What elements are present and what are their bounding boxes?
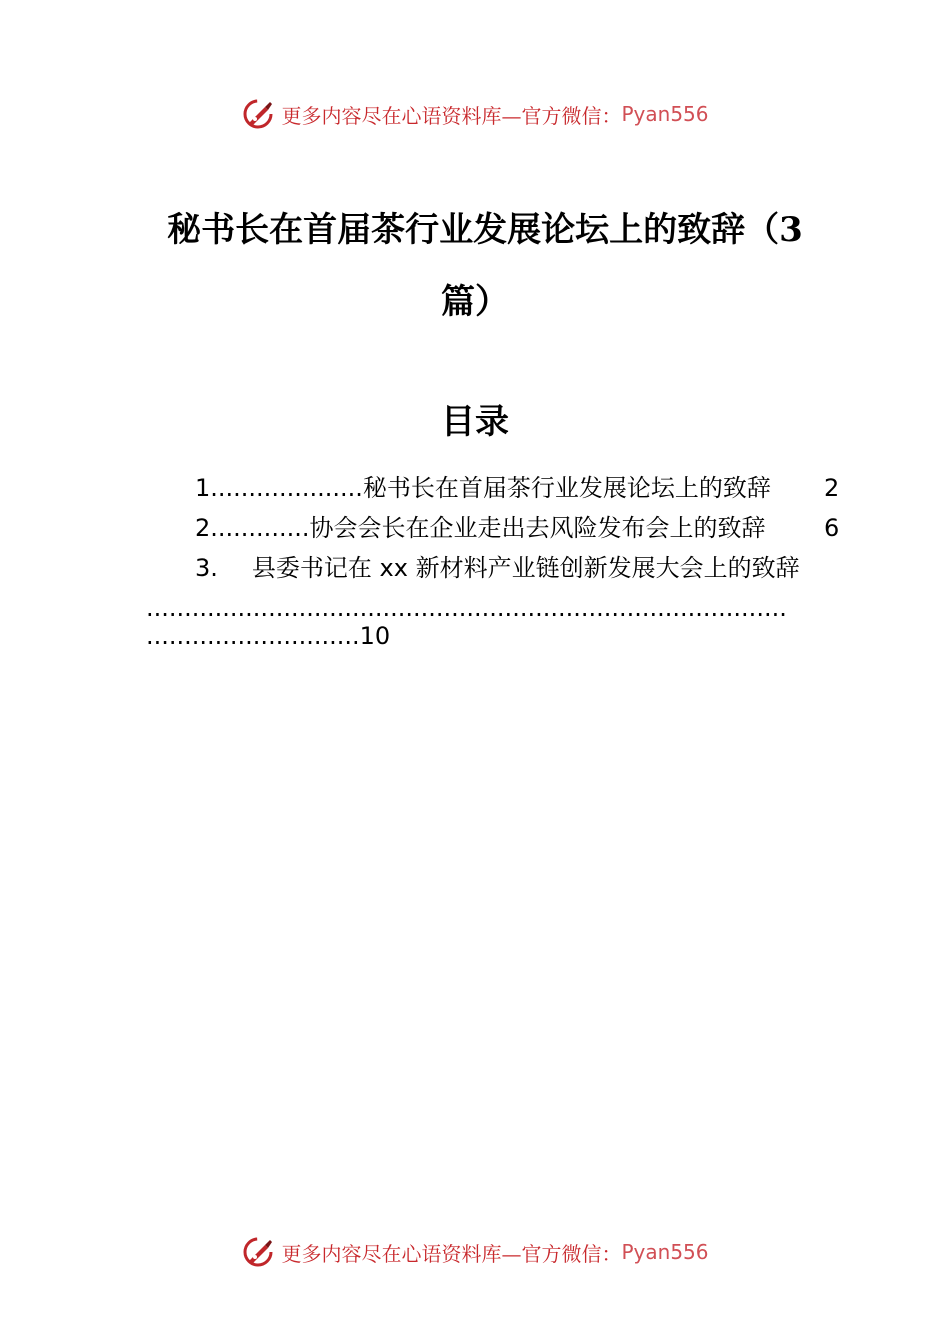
- toc-leader-dots-line: ....................................................................................: [146, 594, 787, 622]
- toc-entry-page: 2: [824, 474, 840, 502]
- toc-entry-3[interactable]: [195, 548, 800, 588]
- toc-entry-title: 协会会长在企业走出去风险发布会上的致辞: [309, 514, 766, 542]
- toc-heading: 目录: [441, 402, 509, 442]
- toc-entry-number: 1: [195, 474, 211, 502]
- toc-entry-page: 6: [824, 514, 840, 542]
- banner-text: 更多内容尽在心语资料库—官方微信：: [281, 103, 622, 128]
- toc-entry-number: 3.: [195, 554, 218, 582]
- pen-logo-icon: [241, 1235, 275, 1269]
- document-title-line-1: 秘书长在首届茶行业发展论坛上的致辞（3: [167, 210, 803, 250]
- toc-entry-2[interactable]: [195, 508, 765, 548]
- banner-text: 更多内容尽在心语资料库—官方微信：: [281, 1241, 622, 1266]
- header-banner: [0, 94, 950, 134]
- toc-leader-dots: ....................: [210, 474, 363, 502]
- toc-entry-title: 县委书记在 xx 新材料产业链创新发展大会上的致辞: [251, 554, 800, 582]
- banner-wechat-id: Pyan556: [621, 1240, 709, 1264]
- document-title-line-2: 篇）: [441, 282, 509, 322]
- toc-entry-page: 10: [359, 622, 391, 650]
- toc-leader-dots: ............................: [146, 622, 360, 650]
- footer-banner: [0, 1232, 950, 1272]
- toc-leader-dots: .............: [210, 514, 310, 542]
- pen-logo-icon: [241, 97, 275, 131]
- banner-wechat-id: Pyan556: [621, 102, 709, 126]
- toc-entry-1[interactable]: [195, 468, 771, 508]
- toc-entry-title: 秘书长在首届茶行业发展论坛上的致辞: [362, 474, 771, 502]
- toc-entry-number: 2: [195, 514, 211, 542]
- toc-entry-3-tail: [146, 616, 390, 656]
